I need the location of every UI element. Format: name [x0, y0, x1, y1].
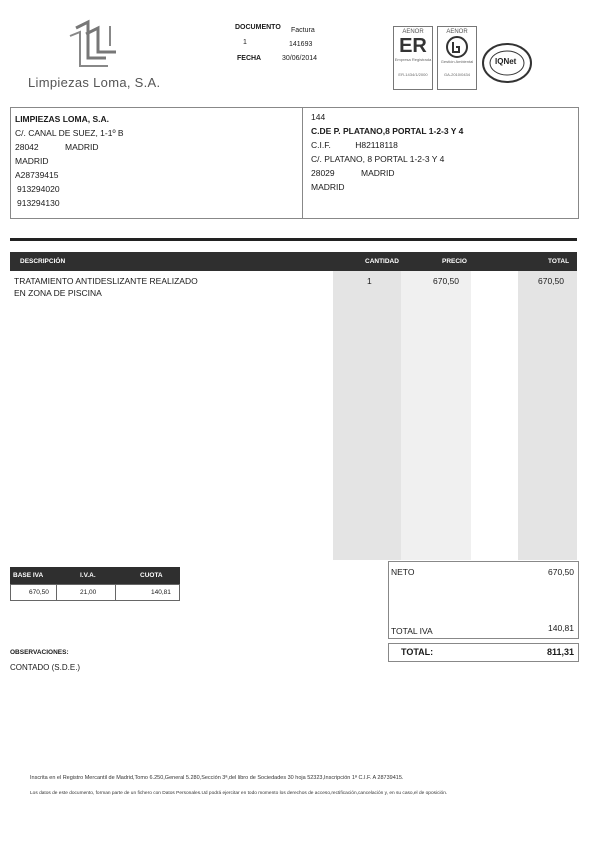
- lines-table-top-rule: [10, 238, 577, 241]
- line-item: [10, 275, 577, 305]
- sender-city: MADRID: [65, 142, 99, 152]
- tax-header-cuota: CUOTA: [140, 572, 163, 579]
- line-item-total: 670,50: [538, 276, 564, 286]
- cert-ga-caption: Gestión Ambiental: [440, 59, 474, 64]
- client-cif-line: [311, 138, 571, 152]
- client-cif: H82118118: [355, 140, 398, 150]
- line-item-precio: 670,50: [433, 276, 459, 286]
- documento-label: DOCUMENTO: [235, 24, 281, 31]
- footer-registry: Inscrita en el Registro Mercantil de Madrid,Tomo 6.250,General 5.280,Sección 3ª,del libro de Sociedades 30 hoja 52323,Inscripción 1ª C.I.F. A 28739415.: [30, 775, 404, 781]
- client-address: [311, 110, 571, 194]
- cert-ga-code: GA-2010/0434: [443, 72, 471, 77]
- sender-province: MADRID: [15, 156, 49, 166]
- cert-er-caption: Empresa Registrada: [394, 57, 432, 62]
- tax-cell-divider-1: [56, 585, 57, 600]
- document-meta: [230, 22, 340, 72]
- neto-label: NETO: [391, 567, 415, 577]
- company-logo-mark: [66, 18, 126, 73]
- sender-phone-2: 913294130: [17, 198, 60, 208]
- client-city: MADRID: [361, 168, 395, 178]
- grand-total-value: 811,31: [546, 647, 574, 657]
- grand-total-box: [388, 643, 579, 662]
- fecha-label: FECHA: [237, 55, 262, 62]
- lines-table-header: [10, 252, 577, 271]
- totals-box: [388, 561, 579, 639]
- cert-er-org: AENOR: [402, 29, 424, 35]
- cert-badge-er: [393, 26, 433, 90]
- sender-city-line: [15, 140, 295, 154]
- footer-privacy: Los datos de este documento, forman parte de un fichero con Datos Personales.Ud podrá ejercitar en todo momento los derechos de acceso,rectificación,cancelación y, en su caso,el de oposición.: [30, 791, 448, 796]
- total-column-band: [518, 271, 577, 560]
- tax-cell-cuota: 140,81: [151, 589, 171, 596]
- line-item-description-1: TRATAMIENTO ANTIDESLIZANTE REALIZADO: [14, 276, 198, 286]
- col-header-total: TOTAL: [548, 258, 570, 265]
- client-city-line: [311, 166, 571, 180]
- client-postcode: 28029: [311, 168, 335, 178]
- cert-er-mark: ER: [399, 35, 427, 57]
- tax-cell-iva: 21,00: [80, 589, 97, 596]
- client-code: 144: [311, 112, 326, 122]
- client-street: C/. PLATANO, 8 PORTAL 1-2-3 Y 4: [311, 154, 445, 164]
- address-boxes: [10, 107, 579, 219]
- tax-header-iva: I.V.A.: [80, 572, 96, 579]
- observaciones-label: OBSERVACIONES:: [10, 649, 69, 656]
- total-iva-value: 140,81: [548, 623, 574, 633]
- cert-badge-iqnet: [481, 42, 533, 84]
- col-header-descripcion: DESCRIPCIÓN: [20, 258, 66, 265]
- numero-label: 1: [243, 39, 247, 46]
- client-province: MADRID: [311, 182, 345, 192]
- cantidad-column-band: [333, 271, 401, 560]
- observaciones-text: CONTADO (S.D.E.): [10, 663, 81, 672]
- address-divider: [302, 108, 303, 218]
- tax-table-header: [10, 567, 180, 584]
- tax-table-row: [10, 584, 180, 601]
- cert-ga-icon: [444, 35, 470, 59]
- sender-phone-1: 913294020: [17, 184, 60, 194]
- sender-postcode: 28042: [15, 142, 39, 152]
- fecha-value: 30/06/2014: [282, 55, 318, 62]
- documento-value: Factura: [291, 27, 315, 34]
- client-cif-label: C.I.F.: [311, 140, 331, 150]
- neto-value: 670,50: [548, 567, 574, 577]
- line-item-description: [14, 275, 198, 299]
- total-iva-label: TOTAL IVA: [391, 626, 433, 636]
- col-header-precio: PRECIO: [442, 258, 467, 265]
- line-item-cantidad: 1: [367, 276, 372, 286]
- client-name: C.DE P. PLATANO,8 PORTAL 1-2-3 Y 4: [311, 126, 464, 136]
- sender-address: [15, 112, 295, 210]
- cert-ga-org: AENOR: [446, 29, 468, 35]
- sender-street: C/. CANAL DE SUEZ, 1-1º B: [15, 128, 124, 138]
- company-logo-name: Limpiezas Loma, S.A.: [28, 75, 161, 90]
- iqnet-label: IQNet: [495, 57, 517, 66]
- tax-cell-divider-2: [115, 585, 116, 600]
- cert-badge-ga: [437, 26, 477, 90]
- precio-column-band: [401, 271, 471, 560]
- col-header-cantidad: CANTIDAD: [365, 258, 399, 265]
- tax-header-base: BASE IVA: [13, 572, 44, 579]
- tax-cell-base: 670,50: [29, 589, 49, 596]
- grand-total-label: TOTAL:: [401, 647, 434, 657]
- company-logo: [28, 18, 168, 93]
- sender-cif: A28739415: [15, 170, 59, 180]
- numero-value: 141693: [289, 41, 313, 48]
- sender-name: LIMPIEZAS LOMA, S.A.: [15, 114, 109, 124]
- cert-er-code: ER-1434/1/2000: [398, 72, 428, 77]
- line-item-description-2: EN ZONA DE PISCINA: [14, 288, 102, 298]
